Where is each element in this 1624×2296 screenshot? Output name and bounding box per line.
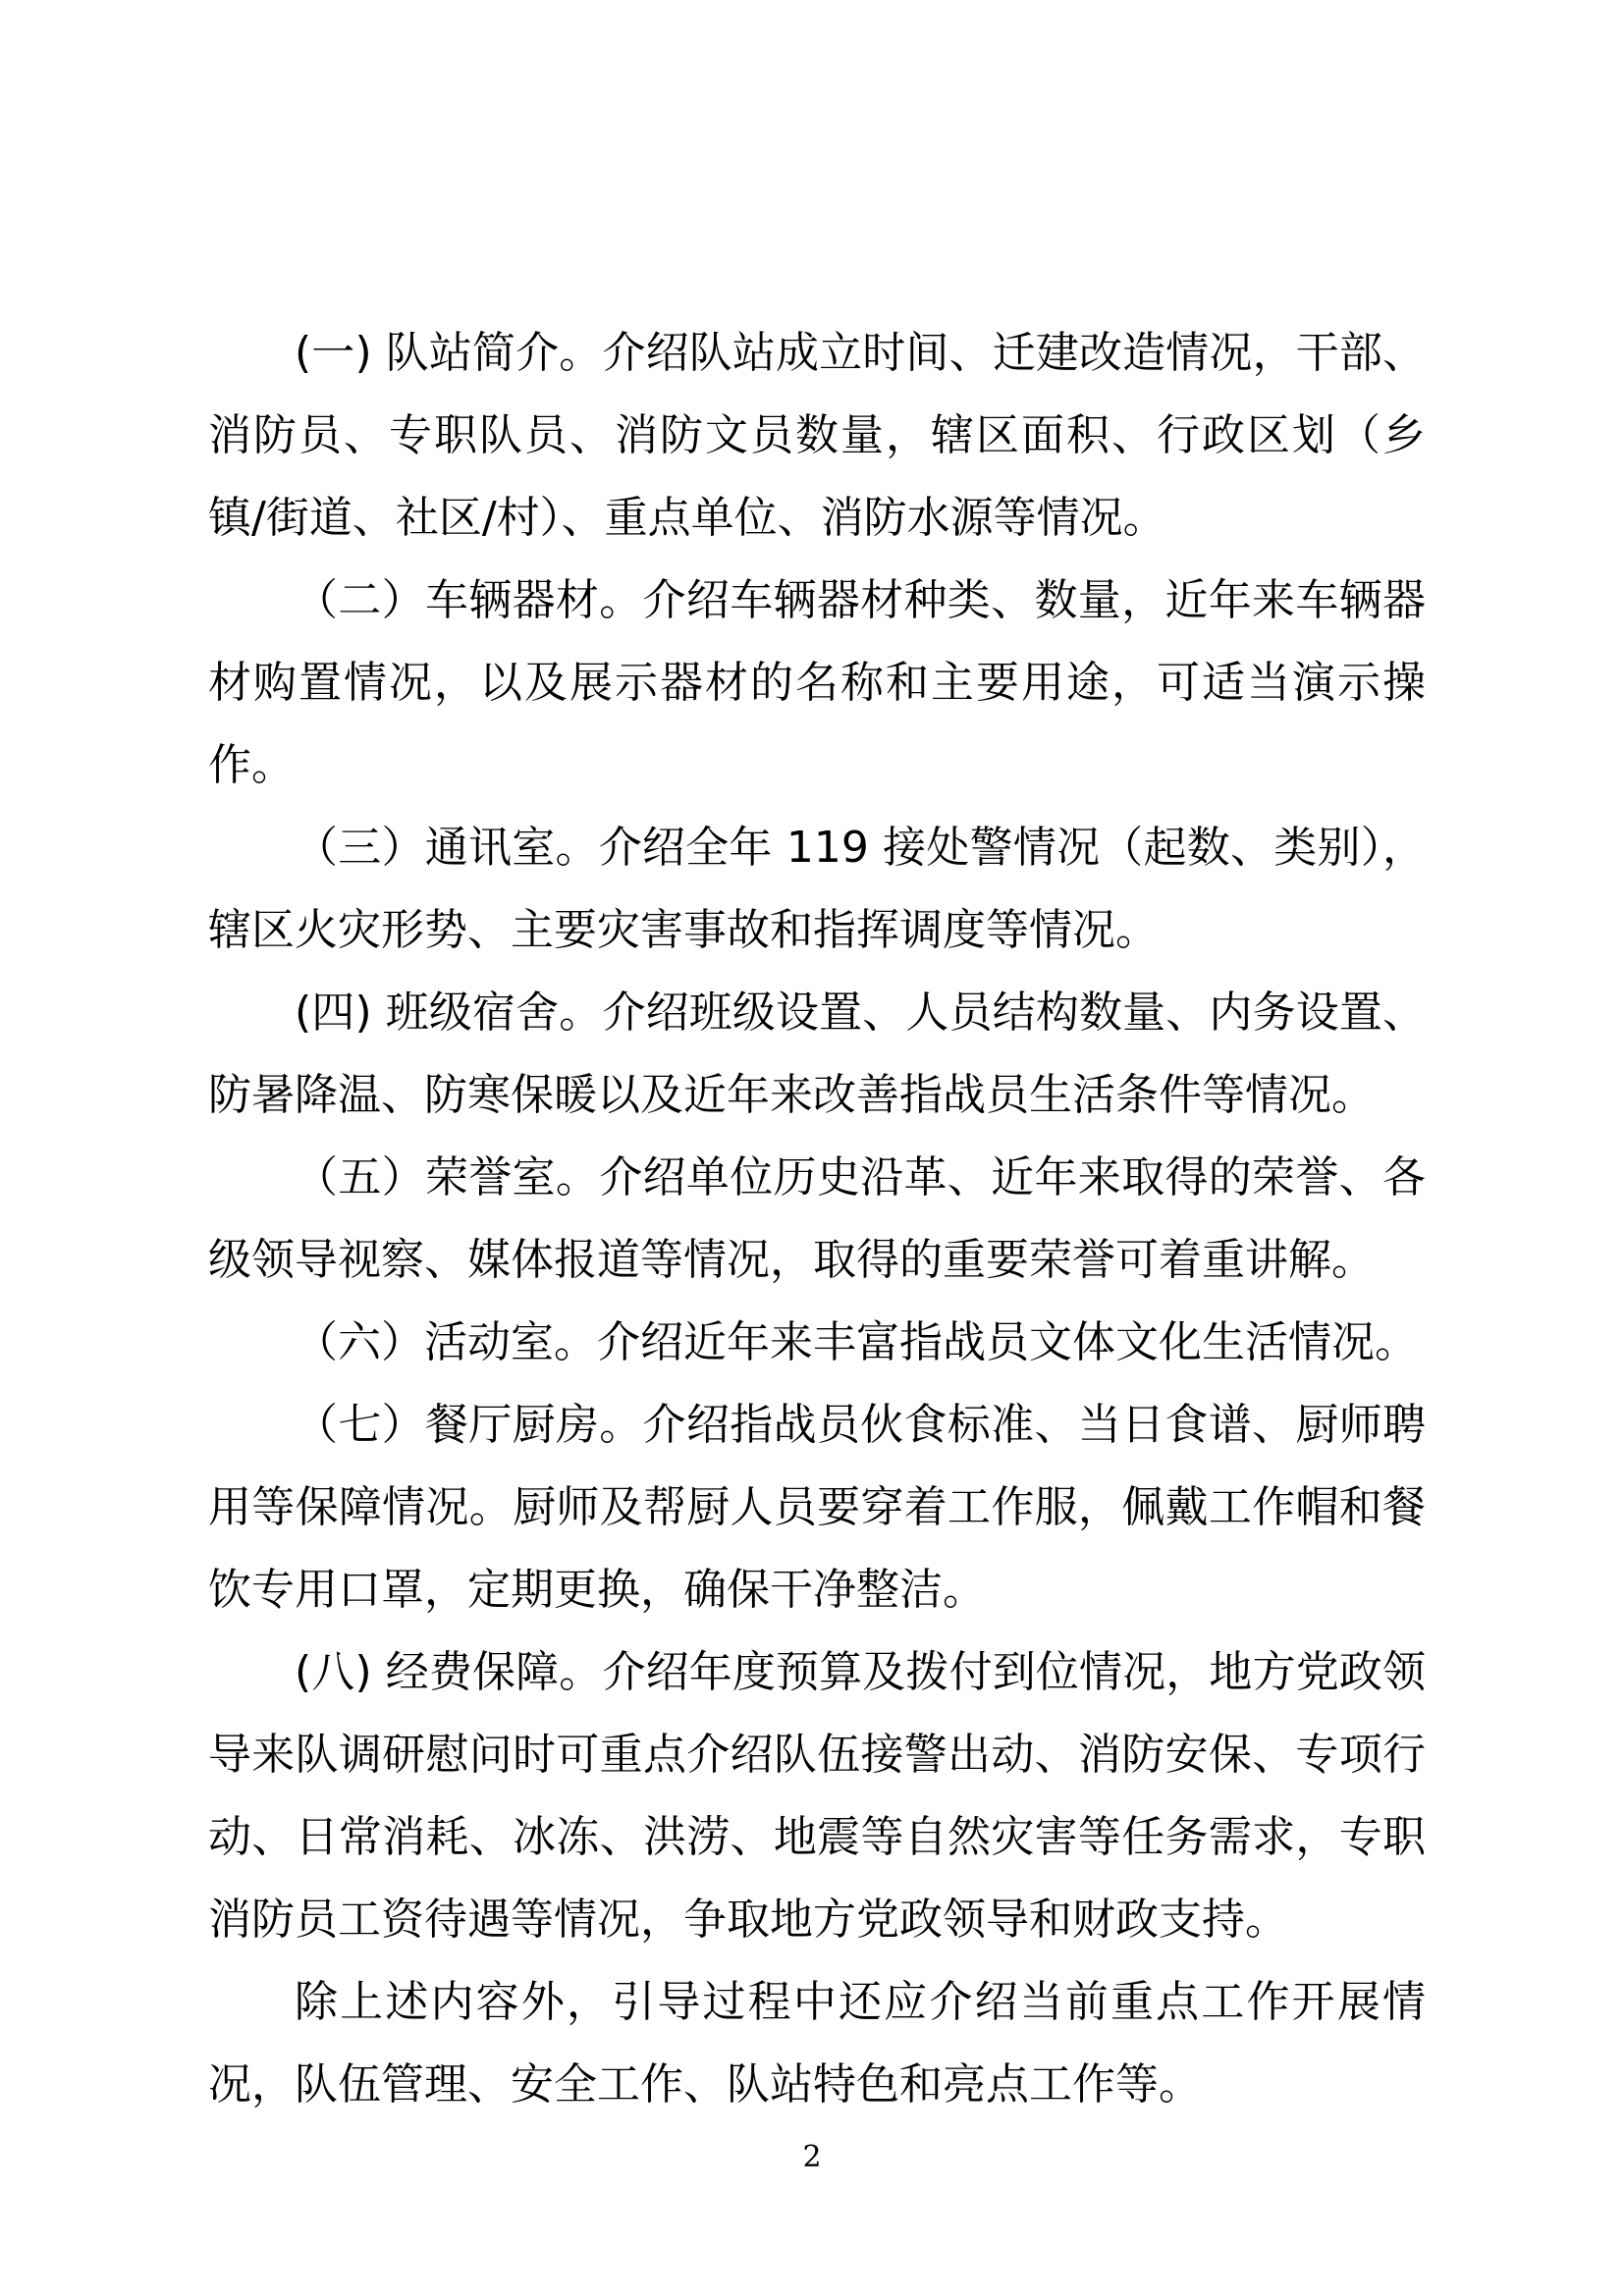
paragraph-activity-room: （六）活动室。介绍近年来丰富指战员文体文化生活情况。 — [295, 1317, 1418, 1367]
paragraph-dining-kitchen: （七）餐厅厨房。介绍指战员伙食标准、当日食谱、厨师聘用等保障情况。厨师及帮厨人员要穿着工作服，佩戴工作帽和餐饮专用口罩，定期更换，确保干净整洁。 — [208, 1400, 1426, 1615]
paragraph-vehicles-equipment: （二）车辆器材。介绍车辆器材种类、数量，近年来车辆器材购置情况，以及展示器材的名称和主要用途，可适当演示操作。 — [208, 575, 1426, 790]
paragraph-additional-content: 除上述内容外，引导过程中还应介绍当前重点工作开展情况，队伍管理、安全工作、队站特色和亮点工作等。 — [208, 1977, 1426, 2109]
page-number: 2 — [802, 2140, 822, 2174]
paragraph-dormitory: (四) 班级宿舍。介绍班级设置、人员结构数量、内务设置、防暑降温、防寒保暖以及近年来改善指战员生活条件等情况。 — [208, 988, 1426, 1120]
paragraph-honor-room: （五）荣誉室。介绍单位历史沿革、近年来取得的荣誉、各级领导视察、媒体报道等情况，取得的重要荣誉可着重讲解。 — [208, 1152, 1426, 1285]
paragraph-funding: (八) 经费保障。介绍年度预算及拨付到位情况，地方党政领导来队调研慰问时可重点介绍队伍接警出动、消防安保、专项行动、日常消耗、冰冻、洪涝、地震等自然灾害等任务需求，专职消防员工资待遇等情况，争取地方党政领导和财政支持。 — [208, 1647, 1426, 1945]
document-body — [208, 312, 1426, 2126]
paragraph-station-intro: (一) 队站简介。介绍队站成立时间、迁建改造情况，干部、消防员、专职队员、消防文员数量，辖区面积、行政区划（乡镇/街道、社区/村）、重点单位、消防水源等情况。 — [208, 328, 1426, 543]
paragraph-communication-room: （三）通讯室。介绍全年 119 接处警情况（起数、类别），辖区火灾形势、主要灾害事故和指挥调度等情况。 — [208, 823, 1426, 955]
